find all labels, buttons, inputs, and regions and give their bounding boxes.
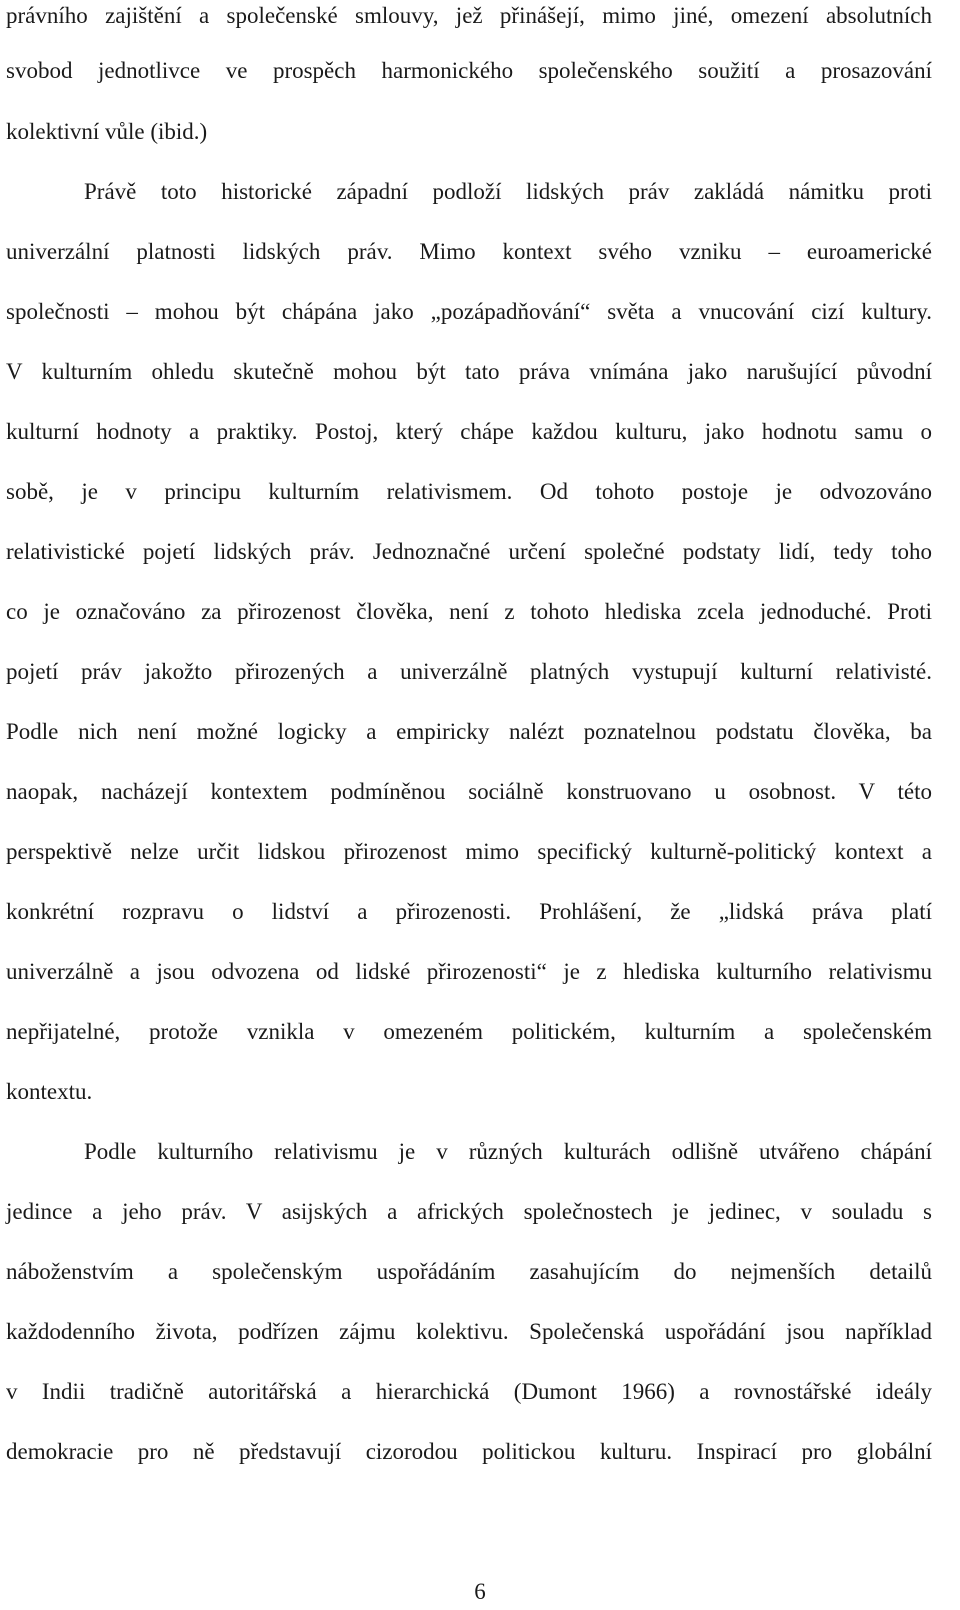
- page-number: 6: [474, 1579, 486, 1604]
- text-line: kolektivní vůle (ibid.): [6, 119, 208, 144]
- text-line: univerzálně a jsou odvozena od lidské přirozenosti“ je z hlediska kulturního relativismu: [6, 959, 932, 984]
- text-line: univerzální platnosti lidských práv. Mimo kontext svého vzniku – euroamerické: [6, 239, 932, 264]
- text-line: perspektivě nelze určit lidskou přirozenost mimo specifický kulturně-politický kontext a: [6, 839, 932, 864]
- text-line: co je označováno za přirozenost člověka, není z tohoto hlediska zcela jednoduché. Proti: [6, 599, 932, 624]
- text-line: společnosti – mohou být chápána jako „pozápadňování“ světa a vnucování cizí kultury.: [6, 299, 932, 324]
- text-line: kulturní hodnoty a praktiky. Postoj, který chápe každou kulturu, jako hodnotu samu o: [6, 419, 932, 444]
- text-line: sobě, je v principu kulturním relativismem. Od tohoto postoje je odvozováno: [6, 479, 932, 504]
- text-line: v Indii tradičně autoritářská a hierarchická (Dumont 1966) a rovnostářské ideály: [6, 1379, 932, 1404]
- text-line: nepřijatelné, protože vznikla v omezeném politickém, kulturním a společenském: [6, 1019, 932, 1044]
- text-line: právního zajištění a společenské smlouvy, jež přinášejí, mimo jiné, omezení absolutních: [6, 3, 932, 28]
- text-line: náboženstvím a společenským uspořádáním zasahujícím do nejmenších detailů: [6, 1259, 932, 1284]
- text-line: naopak, nacházejí kontextem podmíněnou sociálně konstruovano u osobnost. V této: [6, 779, 932, 804]
- text-line: kontextu.: [6, 1079, 93, 1104]
- text-line: svobod jednotlivce ve prospěch harmonického společenského soužití a prosazování: [6, 58, 932, 83]
- text-line: jedince a jeho práv. V asijských a afrických společnostech je jedinec, v souladu s: [6, 1199, 932, 1224]
- text-line: každodenního života, podřízen zájmu kolektivu. Společenská uspořádání jsou například: [6, 1319, 932, 1344]
- text-line: Podle kulturního relativismu je v různých kulturách odlišně utvářeno chápání: [84, 1139, 932, 1164]
- text-line: V kulturním ohledu skutečně mohou být tato práva vnímána jako narušující původní: [6, 359, 932, 384]
- text-line: Právě toto historické západní podloží lidských práv zakládá námitku proti: [84, 179, 932, 204]
- text-line: demokracie pro ně představují cizorodou politickou kulturu. Inspirací pro globální: [6, 1439, 932, 1464]
- text-line: konkrétní rozpravu o lidství a přirozenosti. Prohlášení, že „lidská práva platí: [6, 899, 932, 924]
- text-line: pojetí práv jakožto přirozených a univerzálně platných vystupují kulturní relativisté.: [6, 659, 932, 684]
- text-line: Podle nich není možné logicky a empiricky nalézt poznatelnou podstatu člověka, ba: [6, 719, 932, 744]
- text-line: relativistické pojetí lidských práv. Jednoznačné určení společné podstaty lidí, tedy toho: [6, 539, 932, 564]
